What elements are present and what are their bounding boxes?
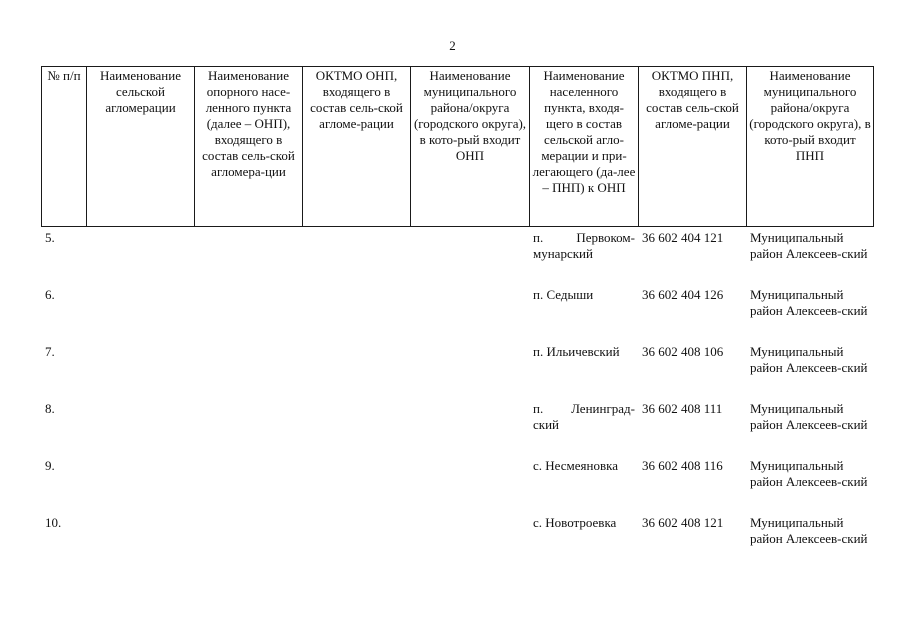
pnp-name-cell: п. Ильичевский (533, 343, 620, 359)
table-row (42, 284, 874, 341)
header-pnp-district: Наименование муниципального района/округа (городского округа), в кото-рый входит ПНП (747, 67, 874, 227)
onp-oktmo-cell (303, 341, 411, 398)
table-row (42, 512, 874, 569)
onp-oktmo-cell (303, 227, 411, 284)
pnp-oktmo-cell: 36 602 404 121 (642, 230, 724, 245)
header-row (42, 67, 874, 227)
row-number: 9. (45, 457, 55, 473)
agglomeration-cell (87, 512, 195, 569)
onp-district-cell (411, 455, 530, 512)
table-row (42, 341, 874, 398)
agglomeration-cell (87, 455, 195, 512)
onp-district-cell (411, 512, 530, 569)
pnp-district-cell: Муниципальный район Алексеев-ский (750, 457, 868, 489)
table-row (42, 455, 874, 512)
onp-oktmo-cell (303, 284, 411, 341)
onp-name-cell (195, 227, 303, 284)
agglomeration-table (41, 66, 874, 569)
pnp-district-cell: Муниципальный район Алексеев-ский (750, 400, 868, 432)
onp-oktmo-cell (303, 512, 411, 569)
table-row (42, 227, 874, 284)
onp-name-cell (195, 455, 303, 512)
agglomeration-cell (87, 284, 195, 341)
header-row-number: № п/п (42, 67, 87, 227)
agglomeration-cell (87, 227, 195, 284)
header-pnp-name: Наименование населенного пункта, входя-щего в состав сельской агло-мерации и при-легающего (да-лее – ПНП) к ОНП (530, 67, 639, 227)
onp-name-cell (195, 398, 303, 455)
header-onp-district: Наименование муниципального района/округа (городского округа), в кото-рый входит ОНП (411, 67, 530, 227)
pnp-name-cell: п. Первоком-мунарский (533, 230, 635, 261)
onp-district-cell (411, 227, 530, 284)
onp-name-cell (195, 341, 303, 398)
row-number: 5. (45, 230, 55, 245)
table-header (42, 67, 874, 227)
agglomeration-cell (87, 398, 195, 455)
header-pnp-oktmo: ОКТМО ПНП, входящего в состав сель-ской агломе-рации (639, 67, 747, 227)
pnp-district-cell: Муниципальный район Алексеев-ский (750, 514, 868, 546)
pnp-district-cell: Муниципальный район Алексеев-ский (750, 343, 868, 375)
onp-name-cell (195, 284, 303, 341)
page-number: 2 (449, 38, 456, 53)
table-row (42, 398, 874, 455)
pnp-district-cell: Муниципальный район Алексеев-ский (750, 286, 868, 318)
row-number: 7. (45, 343, 55, 359)
pnp-name-cell: п. Ленинград-ский (533, 400, 635, 432)
row-number: 6. (45, 286, 55, 302)
pnp-oktmo-cell: 36 602 408 116 (642, 457, 723, 473)
pnp-oktmo-cell: 36 602 404 126 (642, 286, 724, 302)
onp-oktmo-cell (303, 398, 411, 455)
pnp-oktmo-cell: 36 602 408 106 (642, 343, 724, 359)
pnp-oktmo-cell: 36 602 408 111 (642, 400, 723, 416)
header-onp-oktmo: ОКТМО ОНП, входящего в состав сель-ской агломе-рации (303, 67, 411, 227)
onp-district-cell (411, 284, 530, 341)
pnp-name-cell: с. Несмеяновка (533, 457, 618, 473)
onp-district-cell (411, 341, 530, 398)
agglomeration-cell (87, 341, 195, 398)
onp-name-cell (195, 512, 303, 569)
onp-oktmo-cell (303, 455, 411, 512)
pnp-oktmo-cell: 36 602 408 121 (642, 514, 724, 530)
table-body (42, 227, 874, 569)
pnp-name-cell: с. Новотроевка (533, 514, 617, 530)
row-number: 8. (45, 400, 55, 416)
row-number: 10. (45, 514, 62, 530)
pnp-name-cell: п. Седыши (533, 286, 594, 302)
header-onp-name: Наименование опорного насе-ленного пункта (далее – ОНП), входящего в состав сель-ской агломера-ции (195, 67, 303, 227)
pnp-district-cell: Муниципальный район Алексеев-ский (750, 230, 868, 261)
header-agglomeration-name: Наименование сельской агломерации (87, 67, 195, 227)
onp-district-cell (411, 398, 530, 455)
